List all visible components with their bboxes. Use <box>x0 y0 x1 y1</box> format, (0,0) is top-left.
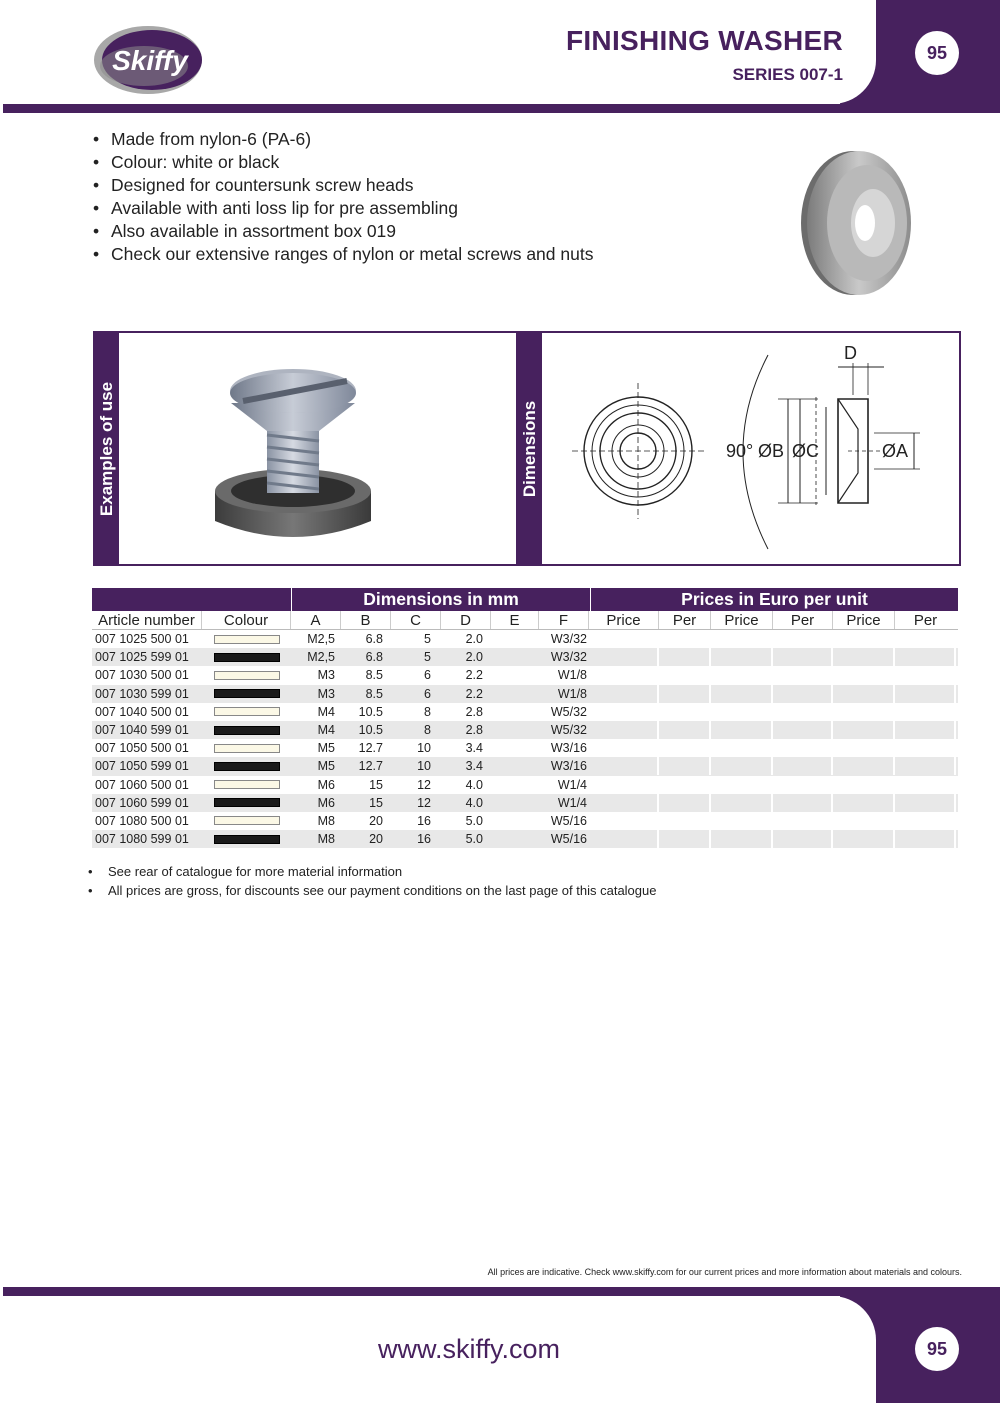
price-cell <box>833 648 895 666</box>
dim-c-cell: 10 <box>417 759 431 774</box>
article-number-cell: 007 1060 500 01 <box>95 777 189 792</box>
price-cells <box>589 648 956 666</box>
colour-cell <box>202 780 291 789</box>
col-header: Colour <box>202 611 291 629</box>
price-cell <box>895 757 956 775</box>
price-cell <box>711 794 773 812</box>
table-row <box>92 666 958 684</box>
dim-b-cell: 10.5 <box>358 723 383 738</box>
price-cell <box>659 794 711 812</box>
price-cell <box>659 739 711 757</box>
dim-a-cell: M3 <box>317 686 335 701</box>
price-cell <box>589 666 659 684</box>
dim-c-cell: 10 <box>417 741 431 756</box>
price-cell <box>895 794 956 812</box>
price-cell <box>711 630 773 648</box>
dim-d-cell: 5.0 <box>465 813 483 828</box>
washer-product-image <box>795 148 915 298</box>
feature-list <box>93 128 593 266</box>
notes-list <box>88 862 656 900</box>
b-label: ØB <box>758 441 785 461</box>
price-cell <box>773 648 833 666</box>
dim-a-cell: M2,5 <box>307 632 335 647</box>
col-header: Price <box>589 611 659 629</box>
price-cell <box>833 630 895 648</box>
price-cell <box>659 721 711 739</box>
dim-f-cell: W5/32 <box>550 723 587 738</box>
dim-f-cell: W1/8 <box>557 668 587 683</box>
dimensions-panel <box>516 331 961 566</box>
dimensions-label: Dimensions <box>520 400 539 497</box>
series-subtitle: SERIES 007-1 <box>732 65 843 84</box>
price-cell <box>895 666 956 684</box>
colour-cell <box>202 726 291 735</box>
price-cell <box>773 776 833 794</box>
table-row <box>92 812 958 830</box>
feature-item: • Colour: white or black <box>93 151 593 174</box>
feature-item: • Made from nylon-6 (PA-6) <box>93 128 593 151</box>
col-header: Per <box>913 612 938 629</box>
colour-cell <box>202 653 291 662</box>
page-title: FINISHING WASHER <box>565 25 843 56</box>
black-swatch <box>214 798 280 807</box>
dim-a-cell: M5 <box>317 759 335 774</box>
price-cells <box>589 794 956 812</box>
price-cell <box>589 648 659 666</box>
price-cell <box>589 794 659 812</box>
dim-b-cell: 6.8 <box>365 632 383 647</box>
price-cells <box>589 666 956 684</box>
dim-b-cell: 8.5 <box>365 686 383 701</box>
dim-b-cell: 15 <box>369 777 383 792</box>
price-cell <box>773 812 833 830</box>
price-cell <box>833 666 895 684</box>
examples-side-label <box>95 333 119 564</box>
price-cell <box>589 685 659 703</box>
col-header: Per <box>659 611 711 629</box>
col-header: Price <box>833 611 895 629</box>
black-swatch <box>214 653 280 662</box>
white-swatch <box>214 671 280 680</box>
table-row <box>92 830 958 848</box>
price-cell <box>895 739 956 757</box>
feature-item: • Available with anti loss lip for pre assembling <box>93 197 593 220</box>
price-cell <box>833 721 895 739</box>
price-cell <box>833 739 895 757</box>
article-number-cell: 007 1080 599 01 <box>95 832 189 847</box>
note-item: • All prices are gross, for discounts see our payment conditions on the last page of this catalogue <box>88 881 656 900</box>
dim-b-cell: 15 <box>369 795 383 810</box>
dim-f-cell: W1/4 <box>557 777 587 792</box>
price-cell <box>659 685 711 703</box>
white-swatch <box>214 635 280 644</box>
dim-b-cell: 10.5 <box>358 704 383 719</box>
dim-f-cell: W1/4 <box>557 795 587 810</box>
colour-cell <box>202 689 291 698</box>
colour-cell <box>202 671 291 680</box>
price-cell <box>589 630 659 648</box>
dim-c-cell: 5 <box>424 632 431 647</box>
colour-cell <box>202 835 291 844</box>
dim-f-cell: W5/16 <box>550 813 587 828</box>
dim-c-cell: 12 <box>417 795 431 810</box>
table-body <box>92 630 958 848</box>
dim-d-cell: 2.2 <box>465 668 483 683</box>
black-swatch <box>214 726 280 735</box>
dim-a-cell: M4 <box>317 723 335 738</box>
dimension-drawing <box>548 339 958 561</box>
article-number-cell: 007 1040 599 01 <box>95 723 189 738</box>
price-cell <box>895 630 956 648</box>
price-cell <box>773 830 833 848</box>
price-cells <box>589 721 956 739</box>
price-cell <box>773 666 833 684</box>
dimensions-band: Dimensions in mm <box>292 588 590 611</box>
price-cell <box>711 812 773 830</box>
price-cells <box>589 776 956 794</box>
price-cell <box>711 830 773 848</box>
price-cell <box>711 666 773 684</box>
black-swatch <box>214 762 280 771</box>
article-number-cell: 007 1030 599 01 <box>95 686 189 701</box>
dim-b-cell: 8.5 <box>365 668 383 683</box>
dim-b-cell: 12.7 <box>358 759 383 774</box>
price-cell <box>773 739 833 757</box>
article-number-cell: 007 1030 500 01 <box>95 668 189 683</box>
colour-cell <box>202 816 291 825</box>
article-number-cell: 007 1025 599 01 <box>95 650 189 665</box>
price-cell <box>711 721 773 739</box>
price-cell <box>895 703 956 721</box>
note-item: • See rear of catalogue for more material information <box>88 862 656 881</box>
table-row <box>92 648 958 666</box>
article-number-cell: 007 1050 500 01 <box>95 741 189 756</box>
dim-d-cell: 5.0 <box>465 832 483 847</box>
dim-d-cell: 4.0 <box>465 777 483 792</box>
dim-c-cell: 5 <box>424 650 431 665</box>
dim-a-cell: M3 <box>317 668 335 683</box>
price-cell <box>833 830 895 848</box>
examples-panel <box>93 331 541 566</box>
feature-item: • Designed for countersunk screw heads <box>93 174 593 197</box>
dim-f-cell: W3/16 <box>550 759 587 774</box>
dim-d-cell: 3.4 <box>465 741 483 756</box>
price-cell <box>833 776 895 794</box>
price-cell <box>711 776 773 794</box>
dimensions-side-label <box>518 333 542 564</box>
feature-item: • Check our extensive ranges of nylon or metal screws and nuts <box>93 243 593 266</box>
price-cell <box>895 830 956 848</box>
dim-c-cell: 16 <box>417 813 431 828</box>
c-label: ØC <box>792 441 819 461</box>
colour-cell <box>202 744 291 753</box>
price-cells <box>589 703 956 721</box>
colour-cell <box>202 762 291 771</box>
col-header: Per <box>773 611 833 629</box>
price-cell <box>895 812 956 830</box>
dim-a-cell: M5 <box>317 741 335 756</box>
colour-cell <box>202 707 291 716</box>
white-swatch <box>214 816 280 825</box>
price-cell <box>833 703 895 721</box>
price-cell <box>589 739 659 757</box>
dim-a-cell: M2,5 <box>307 650 335 665</box>
dim-f-cell: W3/32 <box>550 632 587 647</box>
price-cell <box>773 703 833 721</box>
examples-label: Examples of use <box>97 381 116 516</box>
price-cell <box>659 757 711 775</box>
price-cell <box>589 757 659 775</box>
white-swatch <box>214 707 280 716</box>
price-cell <box>833 812 895 830</box>
price-cell <box>711 685 773 703</box>
dim-a-cell: M4 <box>317 704 335 719</box>
price-cell <box>589 703 659 721</box>
table-band-row <box>92 588 958 611</box>
price-cell <box>711 757 773 775</box>
price-cell <box>659 830 711 848</box>
dim-d-cell: 2.0 <box>465 632 483 647</box>
dim-a-cell: M8 <box>317 813 335 828</box>
dim-d-cell: 2.0 <box>465 650 483 665</box>
dim-f-cell: W1/8 <box>557 686 587 701</box>
dim-b-cell: 20 <box>369 813 383 828</box>
dim-b-cell: 20 <box>369 832 383 847</box>
price-cell <box>711 648 773 666</box>
price-cell <box>589 830 659 848</box>
col-header: E <box>491 611 539 629</box>
table-row <box>92 685 958 703</box>
website-link[interactable]: www.skiffy.com <box>378 1334 561 1364</box>
col-header: D <box>441 611 491 629</box>
price-disclaimer: All prices are indicative. Check www.skiffy.com for our current prices and more information about materials and colours. <box>487 1267 962 1277</box>
angle-label: 90° <box>726 441 754 461</box>
dim-a-cell: M6 <box>317 795 335 810</box>
article-number-cell: 007 1050 599 01 <box>95 759 189 774</box>
price-cells <box>589 757 956 775</box>
table-column-headers <box>92 611 958 630</box>
price-cells <box>589 812 956 830</box>
col-header: B <box>341 611 391 629</box>
price-cell <box>833 685 895 703</box>
article-number-cell: 007 1080 500 01 <box>95 813 189 828</box>
col-header: Price <box>711 611 773 629</box>
dim-a-cell: M8 <box>317 832 335 847</box>
dim-c-cell: 6 <box>424 668 431 683</box>
dim-c-cell: 8 <box>424 723 431 738</box>
product-table <box>92 588 958 848</box>
dim-c-cell: 6 <box>424 686 431 701</box>
page-number-bottom: 95 <box>915 1327 959 1371</box>
price-cell <box>659 776 711 794</box>
table-row <box>92 630 958 648</box>
price-cells <box>589 739 956 757</box>
a-label: ØA <box>882 441 909 461</box>
price-cell <box>659 630 711 648</box>
dim-d-cell: 2.8 <box>465 723 483 738</box>
d-label: D <box>844 343 857 363</box>
black-swatch <box>214 835 280 844</box>
skiffy-logo <box>92 20 210 98</box>
black-swatch <box>214 689 280 698</box>
white-swatch <box>214 780 280 789</box>
dim-f-cell: W5/32 <box>550 704 587 719</box>
article-number-cell: 007 1040 500 01 <box>95 704 189 719</box>
table-row <box>92 776 958 794</box>
price-cell <box>895 776 956 794</box>
price-cell <box>773 630 833 648</box>
screw-washer-illustration <box>215 353 415 548</box>
table-row <box>92 739 958 757</box>
page-number-top: 95 <box>915 31 959 75</box>
price-cell <box>833 794 895 812</box>
dim-f-cell: W3/16 <box>550 741 587 756</box>
dim-c-cell: 16 <box>417 832 431 847</box>
col-header: Article number <box>92 611 202 629</box>
logo-wordmark: Skiffy <box>112 45 188 76</box>
dim-d-cell: 3.4 <box>465 759 483 774</box>
dim-c-cell: 8 <box>424 704 431 719</box>
price-cell <box>659 812 711 830</box>
price-cells <box>589 630 956 648</box>
price-cell <box>773 794 833 812</box>
dim-a-cell: M6 <box>317 777 335 792</box>
dim-f-cell: W3/32 <box>550 650 587 665</box>
feature-item: • Also available in assortment box 019 <box>93 220 593 243</box>
price-cell <box>773 685 833 703</box>
price-cell <box>659 666 711 684</box>
price-cell <box>895 648 956 666</box>
table-row <box>92 757 958 775</box>
prices-band: Prices in Euro per unit <box>591 588 958 611</box>
table-row <box>92 721 958 739</box>
price-cell <box>589 812 659 830</box>
col-header: F <box>539 611 589 629</box>
dim-d-cell: 4.0 <box>465 795 483 810</box>
price-cell <box>895 721 956 739</box>
dim-b-cell: 12.7 <box>358 741 383 756</box>
price-cell <box>711 739 773 757</box>
price-cell <box>589 776 659 794</box>
colour-cell <box>202 798 291 807</box>
article-number-cell: 007 1060 599 01 <box>95 795 189 810</box>
table-row <box>92 794 958 812</box>
dim-d-cell: 2.8 <box>465 704 483 719</box>
dim-b-cell: 6.8 <box>365 650 383 665</box>
price-cell <box>659 648 711 666</box>
price-cells <box>589 685 956 703</box>
price-cell <box>711 703 773 721</box>
price-cell <box>895 685 956 703</box>
dim-f-cell: W5/16 <box>550 832 587 847</box>
article-number-cell: 007 1025 500 01 <box>95 632 189 647</box>
col-header: A <box>291 611 341 629</box>
price-cell <box>773 721 833 739</box>
price-cell <box>773 757 833 775</box>
price-cell <box>659 703 711 721</box>
price-cells <box>589 830 956 848</box>
colour-cell <box>202 635 291 644</box>
header-bar <box>3 104 1000 113</box>
col-header: C <box>391 611 441 629</box>
dim-d-cell: 2.2 <box>465 686 483 701</box>
table-row <box>92 703 958 721</box>
white-swatch <box>214 744 280 753</box>
price-cell <box>833 757 895 775</box>
dim-c-cell: 12 <box>417 777 431 792</box>
price-cell <box>589 721 659 739</box>
